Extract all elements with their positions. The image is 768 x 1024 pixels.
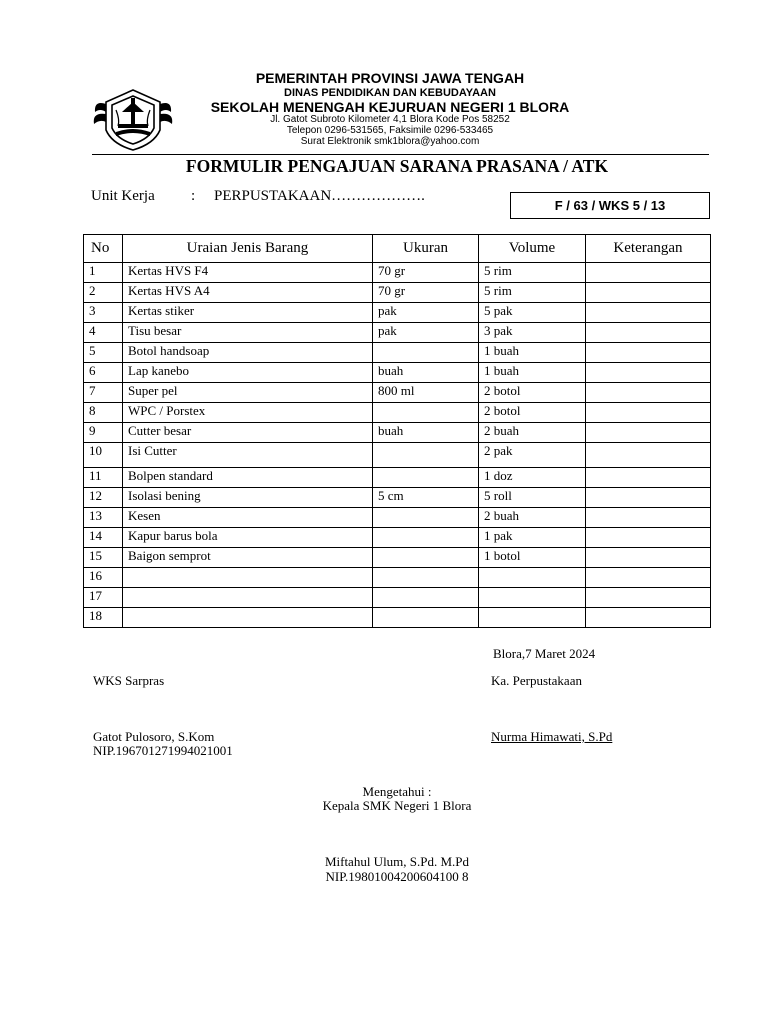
form-title: FORMULIR PENGAJUAN SARANA PRASANA / ATK (185, 156, 609, 176)
table-row (84, 528, 711, 548)
letterhead-divider (92, 154, 709, 155)
table-row (84, 468, 711, 488)
cell-notes (586, 508, 711, 528)
cell-item: Kertas HVS A4 (123, 283, 373, 303)
cell-size (373, 528, 479, 548)
cell-volume: 2 buah (479, 508, 586, 528)
cell-size: buah (373, 423, 479, 443)
cell-item: WPC / Porstex (123, 403, 373, 423)
cell-volume: 2 botol (479, 403, 586, 423)
cell-item (123, 588, 373, 608)
cell-item: Kertas HVS F4 (123, 263, 373, 283)
cell-notes (586, 528, 711, 548)
table-row (84, 443, 711, 468)
header-no: No (84, 235, 123, 263)
cell-item: Cutter besar (123, 423, 373, 443)
cell-volume (479, 568, 586, 588)
cell-size (373, 443, 479, 468)
head-signer-nip: NIP.19801004200604100 8 (325, 869, 469, 884)
cell-size (373, 468, 479, 488)
table-row (84, 423, 711, 443)
cell-notes (586, 568, 711, 588)
left-signer-role: WKS Sarpras (93, 673, 165, 688)
cell-notes (586, 363, 711, 383)
cell-item: Super pel (123, 383, 373, 403)
header-volume: Volume (479, 235, 586, 263)
cell-item (123, 608, 373, 628)
cell-notes (586, 383, 711, 403)
cell-item: Tisu besar (123, 323, 373, 343)
cell-notes (586, 263, 711, 283)
cell-size (373, 588, 479, 608)
cell-notes (586, 403, 711, 423)
cell-size (373, 608, 479, 628)
cell-notes (586, 488, 711, 508)
cell-volume: 5 pak (479, 303, 586, 323)
cell-no: 10 (84, 443, 123, 468)
letterhead-school: SEKOLAH MENENGAH KEJURUAN NEGERI 1 BLORA (210, 99, 570, 115)
table-row (84, 548, 711, 568)
cell-size: 800 ml (373, 383, 479, 403)
cell-notes (586, 443, 711, 468)
letterhead-government: PEMERINTAH PROVINSI JAWA TENGAH (255, 70, 525, 86)
cell-item: Baigon semprot (123, 548, 373, 568)
cell-volume: 3 pak (479, 323, 586, 343)
letterhead-phone: Telepon 0296-531565, Faksimile 0296-533465 (286, 125, 494, 136)
table-row (84, 508, 711, 528)
cell-size (373, 508, 479, 528)
cell-volume: 2 pak (479, 443, 586, 468)
table-row (84, 608, 711, 628)
table-row (84, 568, 711, 588)
cell-volume: 2 buah (479, 423, 586, 443)
cell-item: Isolasi bening (123, 488, 373, 508)
cell-notes (586, 608, 711, 628)
table-row (84, 383, 711, 403)
cell-no: 6 (84, 363, 123, 383)
cell-item: Bolpen standard (123, 468, 373, 488)
cell-no: 4 (84, 323, 123, 343)
unit-label: Unit Kerja (91, 188, 155, 204)
cell-item: Kertas stiker (123, 303, 373, 323)
cell-no: 17 (84, 588, 123, 608)
cell-item (123, 568, 373, 588)
cell-volume: 5 rim (479, 263, 586, 283)
left-signer-nip: NIP.196701271994021001 (93, 743, 233, 758)
cell-notes (586, 323, 711, 343)
cell-notes (586, 303, 711, 323)
cell-no: 3 (84, 303, 123, 323)
table-row (84, 283, 711, 303)
cell-notes (586, 423, 711, 443)
acknowledge-label: Mengetahui : (362, 784, 432, 799)
cell-size: pak (373, 303, 479, 323)
cell-no: 13 (84, 508, 123, 528)
header-size: Ukuran (373, 235, 479, 263)
cell-volume: 1 buah (479, 363, 586, 383)
cell-volume: 1 doz (479, 468, 586, 488)
form-code-box (510, 192, 710, 219)
unit-colon: : (191, 188, 196, 204)
cell-size (373, 403, 479, 423)
cell-size: 70 gr (373, 263, 479, 283)
head-signer-name: Miftahul Ulum, S.Pd. M.Pd (324, 854, 470, 869)
table-row (84, 323, 711, 343)
items-table (83, 234, 711, 628)
cell-size: pak (373, 323, 479, 343)
cell-notes (586, 588, 711, 608)
table-row (84, 303, 711, 323)
place-date: Blora,7 Maret 2024 (493, 646, 596, 661)
cell-size (373, 548, 479, 568)
cell-volume: 2 botol (479, 383, 586, 403)
table-row (84, 588, 711, 608)
cell-no: 1 (84, 263, 123, 283)
cell-no: 2 (84, 283, 123, 303)
cell-volume: 1 pak (479, 528, 586, 548)
letterhead-department: DINAS PENDIDIKAN DAN KEBUDAYAAN (284, 87, 496, 99)
table-row (84, 488, 711, 508)
head-signer-role: Kepala SMK Negeri 1 Blora (322, 798, 472, 813)
header-item: Uraian Jenis Barang (123, 235, 373, 263)
cell-size: 70 gr (373, 283, 479, 303)
table-row (84, 403, 711, 423)
cell-notes (586, 468, 711, 488)
letterhead-address: Jl. Gatot Subroto Kilometer 4,1 Blora Kode Pos 58252 (270, 114, 510, 125)
right-signer-name: Nurma Himawati, S.Pd (491, 729, 613, 744)
cell-no: 15 (84, 548, 123, 568)
cell-item: Kapur barus bola (123, 528, 373, 548)
cell-item: Botol handsoap (123, 343, 373, 363)
cell-no: 14 (84, 528, 123, 548)
cell-volume (479, 588, 586, 608)
table-row (84, 343, 711, 363)
cell-no: 8 (84, 403, 123, 423)
cell-no: 18 (84, 608, 123, 628)
cell-size (373, 568, 479, 588)
cell-volume: 1 botol (479, 548, 586, 568)
cell-no: 7 (84, 383, 123, 403)
cell-volume: 5 roll (479, 488, 586, 508)
cell-item: Kesen (123, 508, 373, 528)
table-header-row (84, 235, 711, 263)
cell-size (373, 343, 479, 363)
letterhead-email: Surat Elektronik smk1blora@yahoo.com (300, 136, 480, 147)
cell-notes (586, 343, 711, 363)
cell-item: Isi Cutter (123, 443, 373, 468)
cell-item: Lap kanebo (123, 363, 373, 383)
cell-volume: 5 rim (479, 283, 586, 303)
cell-no: 5 (84, 343, 123, 363)
left-signer-name: Gatot Pulosoro, S.Kom (93, 729, 215, 744)
cell-no: 16 (84, 568, 123, 588)
cell-notes (586, 283, 711, 303)
header-notes: Keterangan (586, 235, 711, 263)
provincial-emblem-icon (92, 82, 174, 154)
cell-no: 11 (84, 468, 123, 488)
cell-no: 12 (84, 488, 123, 508)
table-row (84, 363, 711, 383)
cell-volume: 1 buah (479, 343, 586, 363)
form-code: F / 63 / WKS 5 / 13 (554, 198, 666, 213)
cell-size: 5 cm (373, 488, 479, 508)
cell-size: buah (373, 363, 479, 383)
unit-value: PERPUSTAKAAN………………. (214, 188, 425, 204)
cell-no: 9 (84, 423, 123, 443)
right-signer-role: Ka. Perpustakaan (491, 673, 582, 688)
table-row (84, 263, 711, 283)
cell-volume (479, 608, 586, 628)
cell-notes (586, 548, 711, 568)
